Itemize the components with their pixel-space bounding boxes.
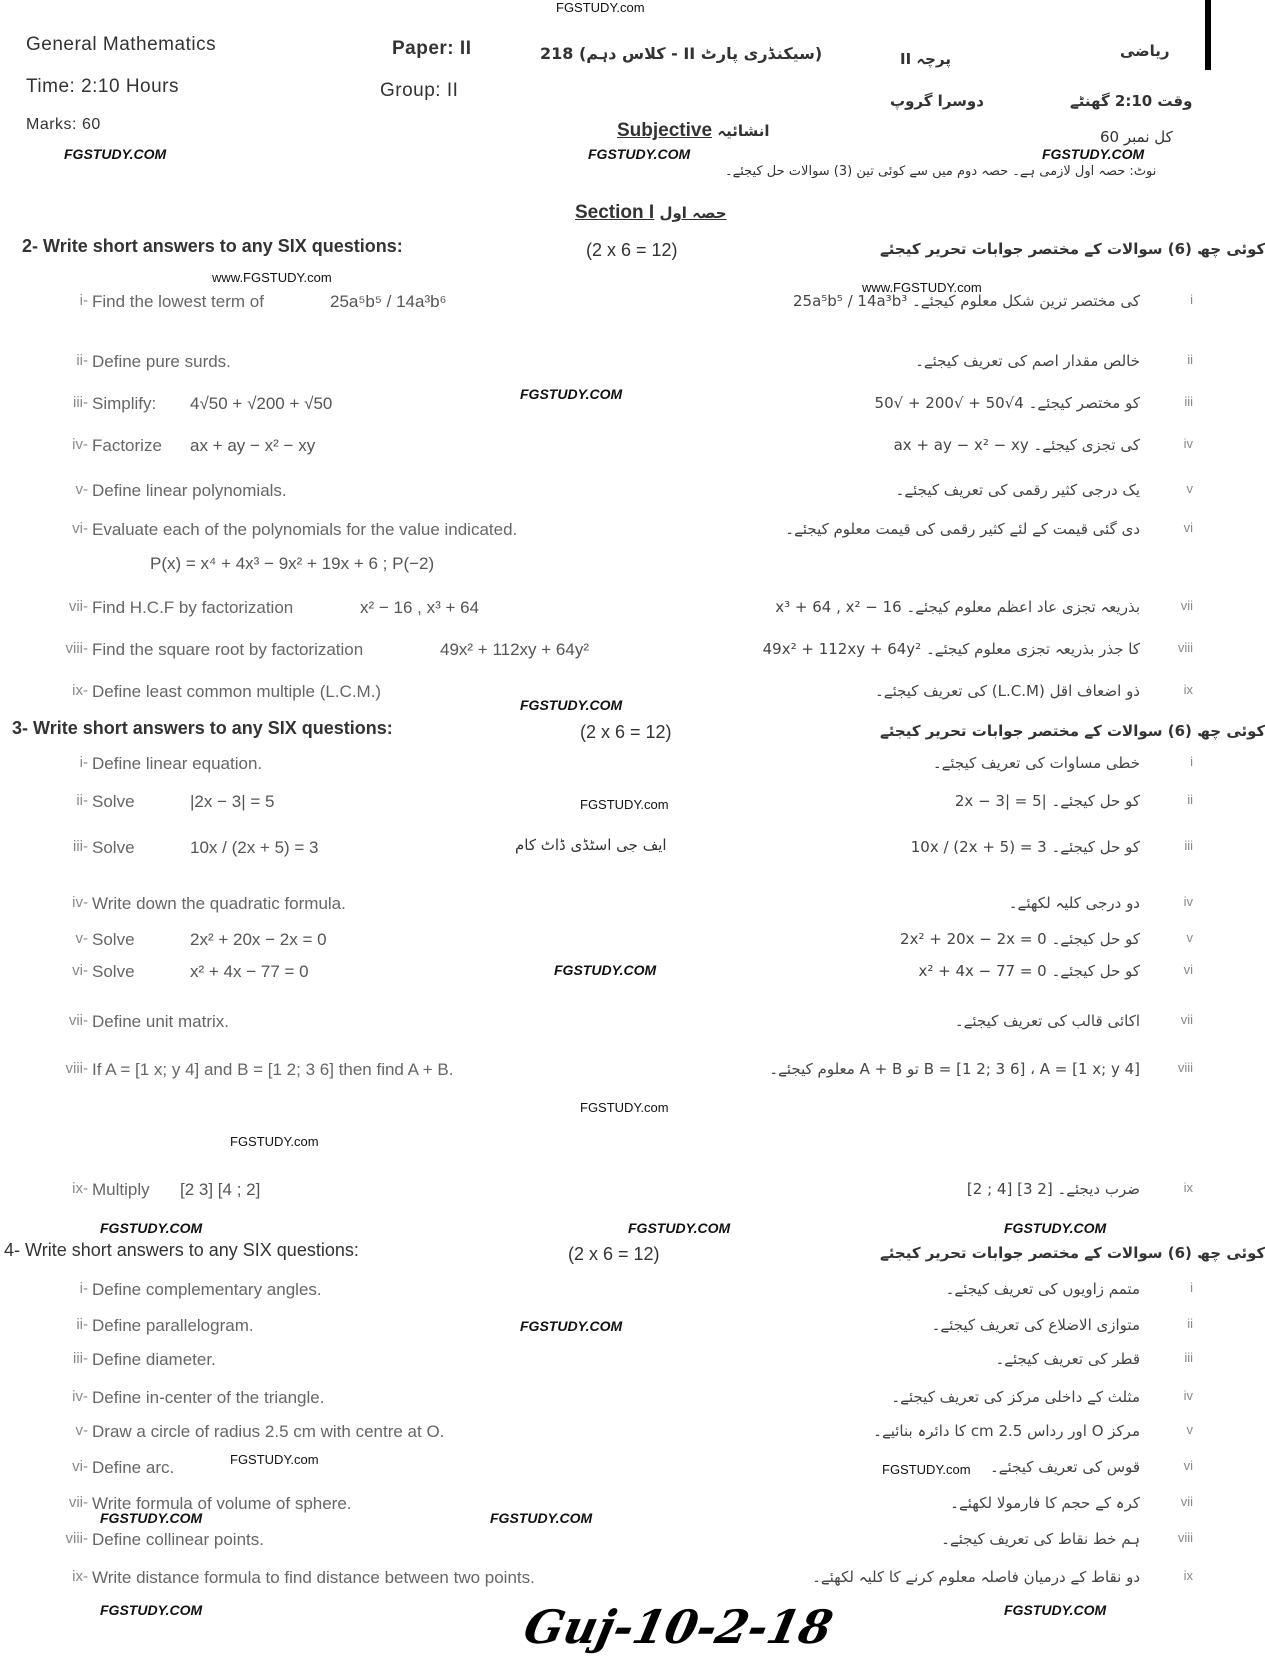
watermark: FGSTUDY.COM — [554, 962, 657, 978]
question-math: P(x) = x⁴ + 4x³ − 9x² + 19x + 6 ; P(−2) — [150, 554, 435, 573]
q3-marks: (2 x 6 = 12) — [580, 722, 672, 742]
question-number-urdu: ii — [1187, 1316, 1193, 1331]
question-number: iii- — [73, 1350, 88, 1367]
q2-question-row — [0, 436, 1215, 466]
q2-question-row — [0, 598, 1215, 628]
subject-urdu: ریاضی — [1120, 42, 1170, 60]
question-number: ix- — [72, 1568, 88, 1585]
watermark: FGSTUDY.COM — [588, 146, 691, 162]
question-text-urdu: مرکز O اور رداس 2.5 cm کا دائرہ بنائیے۔ — [873, 1422, 1140, 1440]
question-text-urdu: مثلث کے داخلی مرکز کی تعریف کیجئے۔ — [891, 1388, 1140, 1406]
question-text-urdu: کرہ کے حجم کا فارمولا لکھئے۔ — [950, 1494, 1140, 1512]
watermark: FGSTUDY.com — [882, 1462, 971, 1477]
paper-code-urdu: (سیکنڈری پارٹ II - کلاس دہم) 218 — [540, 44, 823, 63]
watermark-urdu: ایف جی اسٹڈی ڈاٹ کام — [515, 836, 667, 854]
question-text: Simplify: — [92, 394, 157, 413]
question-number: viii- — [65, 1060, 88, 1077]
question-number: ix- — [72, 1180, 88, 1197]
question-number-urdu: vi — [1183, 520, 1193, 535]
question-math: 2x² + 20x − 2x = 0 — [190, 930, 327, 949]
scan-edge — [1205, 0, 1211, 70]
question-number: viii- — [65, 640, 88, 657]
question-number-urdu: ix — [1183, 682, 1193, 697]
question-number-urdu: iv — [1183, 436, 1193, 451]
question-text: Find H.C.F by factorization — [92, 598, 294, 617]
question-text: Define linear polynomials. — [92, 481, 287, 500]
watermark: FGSTUDY.COM — [520, 1318, 623, 1334]
question-number: v- — [75, 481, 88, 498]
question-number: iii- — [73, 838, 88, 855]
question-math: [2 3] [4 ; 2] — [180, 1180, 261, 1199]
q3-question-row — [0, 838, 1215, 868]
question-text-urdu: کو حل کیجئے۔ |2x − 3| = 5 — [954, 792, 1140, 810]
q3-question-row — [0, 962, 1215, 992]
question-number: vii- — [68, 598, 88, 615]
subjective-heading — [617, 120, 770, 142]
q2-heading — [22, 236, 403, 257]
question-text: Define arc. — [92, 1458, 175, 1477]
question-number-urdu: vi — [1183, 962, 1193, 977]
handwritten-date-signature: Guj-10-2-18 — [519, 1600, 838, 1654]
question-text-urdu: B = [1 2; 3 6] ، A = [1 x; y 4] تو A + B معلوم کیجئے۔ — [769, 1060, 1140, 1078]
instruction-urdu: نوٹ: حصہ اول لازمی ہے۔ حصہ دوم میں سے کوئی تین (3) سوالات حل کیجئے۔ — [725, 164, 1157, 179]
watermark: FGSTUDY.COM — [100, 1602, 203, 1618]
question-text-urdu: قوس کی تعریف کیجئے۔ — [989, 1458, 1140, 1476]
question-number-urdu: v — [1186, 930, 1193, 945]
marks-urdu: کل نمبر 60 — [1100, 128, 1173, 146]
question-number: iv- — [72, 436, 88, 453]
question-number-urdu: v — [1186, 1422, 1193, 1437]
q4-question-row — [0, 1458, 1215, 1488]
watermark: FGSTUDY.COM — [490, 1510, 593, 1526]
question-number: i- — [79, 1280, 88, 1297]
question-math: 10x / (2x + 5) = 3 — [190, 838, 319, 857]
q4-question-row — [0, 1530, 1215, 1560]
q2-title-urdu: کوئی چھ (6) سوالات کے مختصر جوابات تحریر کیجئے — [880, 240, 1265, 258]
q4-question-row — [0, 1494, 1215, 1524]
question-number-urdu: vi — [1183, 1458, 1193, 1473]
subject-title: General Mathematics — [26, 34, 217, 55]
watermark: FGSTUDY.COM — [520, 386, 623, 402]
question-number-urdu: viii — [1177, 1060, 1193, 1075]
time-urdu: وقت 2:10 گھنٹے — [1070, 92, 1193, 110]
question-number-urdu: iii — [1184, 838, 1193, 853]
q3-title-urdu: کوئی چھ (6) سوالات کے مختصر جوابات تحریر کیجئے — [880, 722, 1265, 740]
question-number: iv- — [72, 894, 88, 911]
question-text: Solve — [92, 792, 135, 811]
subjective-urdu: انشائیہ — [717, 122, 770, 140]
question-number-urdu: ii — [1187, 352, 1193, 367]
subjective-label: Subjective — [617, 120, 713, 141]
q3-question-row — [0, 1180, 1215, 1210]
question-text-urdu: اکائی قالب کی تعریف کیجئے۔ — [954, 1012, 1140, 1030]
question-text-urdu: یک درجی کثیر رقمی کی تعریف کیجئے۔ — [895, 481, 1140, 499]
question-number-urdu: ii — [1187, 792, 1193, 807]
q3-question-row — [0, 1012, 1215, 1042]
question-text-urdu: کی تجزی کیجئے۔ ax + ay − x² − xy — [893, 436, 1140, 454]
q4-question-row — [0, 1388, 1215, 1418]
question-number-urdu: i — [1190, 754, 1193, 769]
watermark: www.FGSTUDY.com — [212, 270, 332, 285]
watermark: FGSTUDY.COM — [520, 697, 623, 713]
q4-question-row — [0, 1422, 1215, 1452]
q3-title: Write short answers to any SIX questions: — [33, 718, 393, 738]
question-text-urdu: کو حل کیجئے۔ 2x² + 20x − 2x = 0 — [900, 930, 1140, 948]
question-number-urdu: v — [1186, 481, 1193, 496]
question-text-urdu: کو حل کیجئے۔ 10x / (2x + 5) = 3 — [910, 838, 1140, 856]
question-number-urdu: iii — [1184, 1350, 1193, 1365]
question-number-urdu: i — [1190, 1280, 1193, 1295]
question-text-urdu: ضرب دیجئے۔ [2 3] [4 ; 2] — [966, 1180, 1140, 1198]
q4-title: Write short answers to any SIX questions: — [25, 1240, 359, 1260]
question-text: Solve — [92, 962, 135, 981]
question-text: Write distance formula to find distance between two points. — [92, 1568, 535, 1587]
q3-question-row — [0, 930, 1215, 960]
question-text-urdu: دی گئی قیمت کے لئے کثیر رقمی کی قیمت معلوم کیجئے۔ — [785, 520, 1140, 538]
question-number: vii- — [68, 1012, 88, 1029]
marks-label: Marks: 60 — [26, 116, 101, 133]
question-number: iv- — [72, 1388, 88, 1405]
q3-number: 3- — [12, 718, 29, 738]
q3-question-row — [0, 792, 1215, 822]
watermark: FGSTUDY.com — [580, 797, 669, 812]
question-number: ii- — [76, 1316, 88, 1333]
question-text: Define least common multiple (L.C.M.) — [92, 682, 382, 701]
question-number-urdu: vii — [1180, 1012, 1193, 1027]
question-number-urdu: iv — [1183, 894, 1193, 909]
question-number: i- — [79, 292, 88, 309]
q3-heading — [12, 718, 393, 739]
q2-number: 2- — [22, 236, 39, 256]
question-text-urdu: بذریعہ تجزی عاد اعظم معلوم کیجئے۔ x³ + 64 , x² − 16 — [775, 598, 1140, 616]
question-text: If A = [1 x; y 4] and B = [1 2; 3 6] then find A + B. — [92, 1060, 454, 1079]
watermark: FGSTUDY.COM — [100, 1510, 203, 1526]
question-text-urdu: دو نقاط کے درمیان فاصلہ معلوم کرنے کا کلیہ لکھئے۔ — [812, 1568, 1140, 1586]
q2-question-row — [0, 520, 1215, 573]
q3-question-row — [0, 1060, 1215, 1090]
watermark: FGSTUDY.com — [230, 1134, 319, 1149]
question-number: vi- — [72, 520, 88, 537]
section-urdu: حصہ اول — [659, 204, 727, 222]
paper-label: Paper: II — [392, 38, 472, 59]
question-text: Define complementary angles. — [92, 1280, 322, 1299]
question-math: ax + ay − x² − xy — [190, 436, 316, 455]
question-number-urdu: iv — [1183, 1388, 1193, 1403]
watermark: FGSTUDY.COM — [628, 1220, 731, 1236]
question-math: x² + 4x − 77 = 0 — [190, 962, 309, 981]
question-number-urdu: iii — [1184, 394, 1193, 409]
question-number-urdu: ix — [1183, 1568, 1193, 1583]
section-heading — [575, 202, 727, 224]
question-text-urdu: کو مختصر کیجئے۔ 4√50 + √200 + √50 — [874, 394, 1140, 412]
question-text-urdu: کو حل کیجئے۔ x² + 4x − 77 = 0 — [918, 962, 1140, 980]
q2-question-row — [0, 292, 1215, 322]
question-number-urdu: viii — [1177, 640, 1193, 655]
question-text-urdu: دو درجی کلیہ لکھئے۔ — [1008, 894, 1140, 912]
question-text-urdu: متوازی الاضلاع کی تعریف کیجئے۔ — [931, 1316, 1140, 1334]
question-text-urdu: متمم زاویوں کی تعریف کیجئے۔ — [945, 1280, 1140, 1298]
group-urdu: دوسرا گروپ — [890, 92, 984, 110]
question-number-urdu: vii — [1180, 598, 1193, 613]
question-number: viii- — [65, 1530, 88, 1547]
q4-number: 4- — [4, 1240, 21, 1260]
question-text-urdu: ہم خط نقاط کی تعریف کیجئے۔ — [941, 1530, 1140, 1548]
question-number: ii- — [76, 792, 88, 809]
question-number-urdu: ix — [1183, 1180, 1193, 1195]
question-number: vii- — [68, 1494, 88, 1511]
q4-question-row — [0, 1568, 1215, 1598]
q4-heading — [4, 1240, 359, 1261]
watermark: FGSTUDY.COM — [1042, 146, 1145, 162]
question-text-urdu: کا جذر بذریعہ تجزی معلوم کیجئے۔ 49x² + 112xy + 64y² — [762, 640, 1140, 658]
question-number: vi- — [72, 1458, 88, 1475]
question-number: i- — [79, 754, 88, 771]
watermark: FGSTUDY.com — [580, 1100, 669, 1115]
watermark: FGSTUDY.com — [230, 1452, 319, 1467]
watermark: FGSTUDY.COM — [1004, 1602, 1107, 1618]
q2-title: Write short answers to any SIX questions: — [43, 236, 403, 256]
question-text: Find the square root by factorization — [92, 640, 364, 659]
question-math: |2x − 3| = 5 — [190, 792, 275, 811]
question-text: Define unit matrix. — [92, 1012, 229, 1031]
question-number: iii- — [73, 394, 88, 411]
question-text: Define linear equation. — [92, 754, 263, 773]
question-text: Solve — [92, 930, 135, 949]
q3-question-row — [0, 754, 1215, 784]
question-math: 49x² + 112xy + 64y² — [440, 640, 589, 659]
question-text: Write formula of volume of sphere. — [92, 1494, 352, 1513]
question-number: ix- — [72, 682, 88, 699]
watermark: FGSTUDY.COM — [64, 146, 167, 162]
group-label: Group: II — [380, 80, 459, 101]
q4-marks: (2 x 6 = 12) — [568, 1244, 660, 1264]
question-number: vi- — [72, 962, 88, 979]
question-text: Multiply — [92, 1180, 150, 1199]
question-math: 4√50 + √200 + √50 — [190, 394, 333, 413]
question-number: v- — [75, 1422, 88, 1439]
question-text: Evaluate each of the polynomials for the value indicated. — [92, 520, 518, 539]
q2-question-row — [0, 394, 1215, 424]
q4-title-urdu: کوئی چھ (6) سوالات کے مختصر جوابات تحریر کیجئے — [880, 1244, 1265, 1262]
watermark: FGSTUDY.COM — [100, 1220, 203, 1236]
question-text: Find the lowest term of — [92, 292, 264, 311]
paper-urdu: پرچہ II — [900, 50, 951, 68]
question-number-urdu: i — [1190, 292, 1193, 307]
watermark: FGSTUDY.COM — [1004, 1220, 1107, 1236]
q4-question-row — [0, 1350, 1215, 1380]
q2-question-row — [0, 640, 1215, 670]
watermark-top: FGSTUDY.com — [556, 0, 645, 15]
question-text: Define parallelogram. — [92, 1316, 254, 1335]
question-text: Solve — [92, 838, 135, 857]
q2-question-row — [0, 352, 1215, 382]
question-text-urdu: قطر کی تعریف کیجئے۔ — [995, 1350, 1140, 1368]
time-label: Time: 2:10 Hours — [26, 76, 180, 97]
question-math: 25a⁵b⁵ / 14a³b⁶ — [330, 292, 447, 311]
q2-marks: (2 x 6 = 12) — [586, 240, 678, 260]
question-text: Write down the quadratic formula. — [92, 894, 346, 913]
q4-question-row — [0, 1316, 1215, 1346]
question-text: Define in-center of the triangle. — [92, 1388, 325, 1407]
question-text-urdu: ذو اضعاف اقل (L.C.M) کی تعریف کیجئے۔ — [874, 682, 1140, 700]
question-text: Define diameter. — [92, 1350, 216, 1369]
question-text-urdu: خطی مساوات کی تعریف کیجئے۔ — [932, 754, 1140, 772]
question-text: Define pure surds. — [92, 352, 231, 371]
q3-question-row — [0, 894, 1215, 924]
question-text: Draw a circle of radius 2.5 cm with centre at O. — [92, 1422, 445, 1441]
question-text: Define collinear points. — [92, 1530, 264, 1549]
section-label: Section I — [575, 202, 655, 223]
question-number-urdu: viii — [1177, 1530, 1193, 1545]
question-text: Factorize — [92, 436, 162, 455]
question-text-urdu: کی مختصر ترین شکل معلوم کیجئے۔ 25a⁵b⁵ / 14a³b³ — [792, 292, 1140, 310]
q2-question-row — [0, 682, 1215, 712]
watermark: www.FGSTUDY.com — [862, 280, 982, 295]
q2-question-row — [0, 481, 1215, 511]
question-number-urdu: vii — [1180, 1494, 1193, 1509]
question-number: ii- — [76, 352, 88, 369]
question-text-urdu: خالص مقدار اصم کی تعریف کیجئے۔ — [915, 352, 1140, 370]
question-math: x² − 16 , x³ + 64 — [360, 598, 480, 617]
q4-question-row — [0, 1280, 1215, 1310]
question-number: v- — [75, 930, 88, 947]
